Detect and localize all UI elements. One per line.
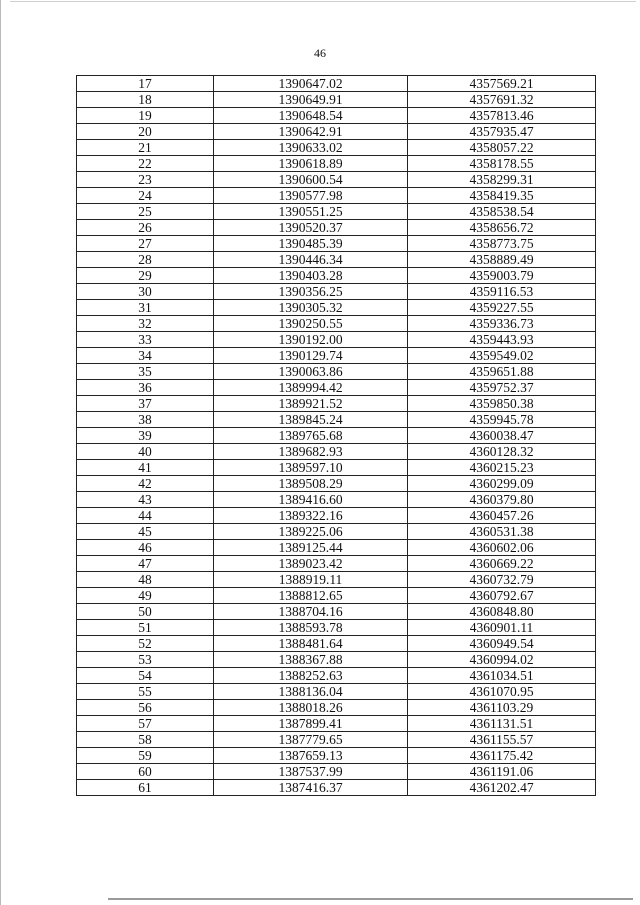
table-row: [77, 236, 596, 252]
table-row: [77, 764, 596, 780]
x-coordinate-cell: 1390063.86: [214, 364, 408, 380]
point-number-cell: 46: [77, 540, 214, 556]
point-number-cell: 60: [77, 764, 214, 780]
table-row: [77, 396, 596, 412]
x-coordinate-cell: 1388593.78: [214, 620, 408, 636]
x-coordinate-cell: 1387899.41: [214, 716, 408, 732]
table-row: [77, 332, 596, 348]
point-number-cell: 29: [77, 268, 214, 284]
point-number-cell: 35: [77, 364, 214, 380]
x-coordinate-cell: 1387659.13: [214, 748, 408, 764]
page-number: 46: [314, 46, 326, 60]
point-number-cell: 54: [77, 668, 214, 684]
point-number-cell: 21: [77, 140, 214, 156]
point-number-cell: 24: [77, 188, 214, 204]
y-coordinate-cell: 4359945.78: [408, 412, 596, 428]
table-row: [77, 620, 596, 636]
x-coordinate-cell: 1389508.29: [214, 476, 408, 492]
table-row: [77, 444, 596, 460]
y-coordinate-cell: 4360299.09: [408, 476, 596, 492]
table-row: [77, 572, 596, 588]
point-number-cell: 44: [77, 508, 214, 524]
x-coordinate-cell: 1387416.37: [214, 780, 408, 796]
point-number-cell: 19: [77, 108, 214, 124]
x-coordinate-cell: 1389023.42: [214, 556, 408, 572]
table-row: [77, 124, 596, 140]
x-coordinate-cell: 1390403.28: [214, 268, 408, 284]
table-row: [77, 732, 596, 748]
point-number-cell: 57: [77, 716, 214, 732]
table-row: [77, 700, 596, 716]
point-number-cell: 41: [77, 460, 214, 476]
table-row: [77, 108, 596, 124]
table-row: [77, 524, 596, 540]
y-coordinate-cell: 4360379.80: [408, 492, 596, 508]
point-number-cell: 37: [77, 396, 214, 412]
y-coordinate-cell: 4360848.80: [408, 604, 596, 620]
x-coordinate-cell: 1388812.65: [214, 588, 408, 604]
y-coordinate-cell: 4357935.47: [408, 124, 596, 140]
table-row: [77, 428, 596, 444]
point-number-cell: 52: [77, 636, 214, 652]
x-coordinate-cell: 1390642.91: [214, 124, 408, 140]
table-row: [77, 540, 596, 556]
table-row: [77, 252, 596, 268]
y-coordinate-cell: 4361175.42: [408, 748, 596, 764]
x-coordinate-cell: 1390633.02: [214, 140, 408, 156]
x-coordinate-cell: 1390129.74: [214, 348, 408, 364]
point-number-cell: 59: [77, 748, 214, 764]
x-coordinate-cell: 1390551.25: [214, 204, 408, 220]
point-number-cell: 18: [77, 92, 214, 108]
y-coordinate-cell: 4361103.29: [408, 700, 596, 716]
table-row: [77, 300, 596, 316]
y-coordinate-cell: 4361131.51: [408, 716, 596, 732]
point-number-cell: 48: [77, 572, 214, 588]
point-number-cell: 23: [77, 172, 214, 188]
table-row: [77, 412, 596, 428]
point-number-cell: 45: [77, 524, 214, 540]
table-row: [77, 780, 596, 796]
x-coordinate-cell: 1390192.00: [214, 332, 408, 348]
y-coordinate-cell: 4360994.02: [408, 652, 596, 668]
y-coordinate-cell: 4358178.55: [408, 156, 596, 172]
x-coordinate-cell: 1388704.16: [214, 604, 408, 620]
x-coordinate-cell: 1389921.52: [214, 396, 408, 412]
y-coordinate-cell: 4361202.47: [408, 780, 596, 796]
x-coordinate-cell: 1390520.37: [214, 220, 408, 236]
table-row: [77, 476, 596, 492]
table-row: [77, 92, 596, 108]
y-coordinate-cell: 4357569.21: [408, 76, 596, 92]
y-coordinate-cell: 4359336.73: [408, 316, 596, 332]
coordinates-table-body: [77, 76, 596, 796]
x-coordinate-cell: 1389597.10: [214, 460, 408, 476]
y-coordinate-cell: 4360792.67: [408, 588, 596, 604]
y-coordinate-cell: 4360949.54: [408, 636, 596, 652]
x-coordinate-cell: 1390250.55: [214, 316, 408, 332]
point-number-cell: 30: [77, 284, 214, 300]
y-coordinate-cell: 4361191.06: [408, 764, 596, 780]
x-coordinate-cell: 1390618.89: [214, 156, 408, 172]
x-coordinate-cell: 1387537.99: [214, 764, 408, 780]
y-coordinate-cell: 4359443.93: [408, 332, 596, 348]
point-number-cell: 43: [77, 492, 214, 508]
point-number-cell: 47: [77, 556, 214, 572]
table-row: [77, 140, 596, 156]
point-number-cell: 36: [77, 380, 214, 396]
x-coordinate-cell: 1390600.54: [214, 172, 408, 188]
x-coordinate-cell: 1387779.65: [214, 732, 408, 748]
table-row: [77, 604, 596, 620]
y-coordinate-cell: 4358889.49: [408, 252, 596, 268]
point-number-cell: 31: [77, 300, 214, 316]
point-number-cell: 49: [77, 588, 214, 604]
y-coordinate-cell: 4359850.38: [408, 396, 596, 412]
point-number-cell: 27: [77, 236, 214, 252]
point-number-cell: 58: [77, 732, 214, 748]
y-coordinate-cell: 4361070.95: [408, 684, 596, 700]
y-coordinate-cell: 4358299.31: [408, 172, 596, 188]
point-number-cell: 53: [77, 652, 214, 668]
table-row: [77, 172, 596, 188]
y-coordinate-cell: 4358538.54: [408, 204, 596, 220]
point-number-cell: 50: [77, 604, 214, 620]
point-number-cell: 17: [77, 76, 214, 92]
table-row: [77, 716, 596, 732]
y-coordinate-cell: 4359651.88: [408, 364, 596, 380]
table-row: [77, 348, 596, 364]
y-coordinate-cell: 4359752.37: [408, 380, 596, 396]
x-coordinate-cell: 1389845.24: [214, 412, 408, 428]
table-row: [77, 508, 596, 524]
x-coordinate-cell: 1388919.11: [214, 572, 408, 588]
point-number-cell: 20: [77, 124, 214, 140]
x-coordinate-cell: 1389125.44: [214, 540, 408, 556]
point-number-cell: 40: [77, 444, 214, 460]
y-coordinate-cell: 4359003.79: [408, 268, 596, 284]
y-coordinate-cell: 4358656.72: [408, 220, 596, 236]
x-coordinate-cell: 1389682.93: [214, 444, 408, 460]
point-number-cell: 42: [77, 476, 214, 492]
table-row: [77, 380, 596, 396]
point-number-cell: 38: [77, 412, 214, 428]
table-row: [77, 460, 596, 476]
y-coordinate-cell: 4361155.57: [408, 732, 596, 748]
point-number-cell: 22: [77, 156, 214, 172]
x-coordinate-cell: 1388136.04: [214, 684, 408, 700]
coordinates-table: [76, 75, 596, 796]
y-coordinate-cell: 4360602.06: [408, 540, 596, 556]
x-coordinate-cell: 1390356.25: [214, 284, 408, 300]
x-coordinate-cell: 1389765.68: [214, 428, 408, 444]
y-coordinate-cell: 4360732.79: [408, 572, 596, 588]
table-row: [77, 364, 596, 380]
y-coordinate-cell: 4360215.23: [408, 460, 596, 476]
table-row: [77, 668, 596, 684]
y-coordinate-cell: 4360901.11: [408, 620, 596, 636]
y-coordinate-cell: 4357813.46: [408, 108, 596, 124]
point-number-cell: 33: [77, 332, 214, 348]
y-coordinate-cell: 4359116.53: [408, 284, 596, 300]
table-row: [77, 652, 596, 668]
point-number-cell: 39: [77, 428, 214, 444]
point-number-cell: 32: [77, 316, 214, 332]
y-coordinate-cell: 4361034.51: [408, 668, 596, 684]
x-coordinate-cell: 1390446.34: [214, 252, 408, 268]
table-row: [77, 684, 596, 700]
table-row: [77, 588, 596, 604]
table-row: [77, 316, 596, 332]
y-coordinate-cell: 4359227.55: [408, 300, 596, 316]
table-row: [77, 220, 596, 236]
x-coordinate-cell: 1390577.98: [214, 188, 408, 204]
x-coordinate-cell: 1389322.16: [214, 508, 408, 524]
y-coordinate-cell: 4358419.35: [408, 188, 596, 204]
point-number-cell: 61: [77, 780, 214, 796]
table-row: [77, 492, 596, 508]
table-row: [77, 636, 596, 652]
y-coordinate-cell: 4360038.47: [408, 428, 596, 444]
x-coordinate-cell: 1390648.54: [214, 108, 408, 124]
point-number-cell: 55: [77, 684, 214, 700]
table-row: [77, 156, 596, 172]
y-coordinate-cell: 4357691.32: [408, 92, 596, 108]
table-row: [77, 748, 596, 764]
y-coordinate-cell: 4360669.22: [408, 556, 596, 572]
y-coordinate-cell: 4359549.02: [408, 348, 596, 364]
bottom-edge-line: [108, 898, 633, 900]
x-coordinate-cell: 1390305.32: [214, 300, 408, 316]
y-coordinate-cell: 4360128.32: [408, 444, 596, 460]
table-row: [77, 204, 596, 220]
x-coordinate-cell: 1390485.39: [214, 236, 408, 252]
point-number-cell: 28: [77, 252, 214, 268]
point-number-cell: 56: [77, 700, 214, 716]
table-row: [77, 284, 596, 300]
x-coordinate-cell: 1388018.26: [214, 700, 408, 716]
point-number-cell: 51: [77, 620, 214, 636]
y-coordinate-cell: 4358057.22: [408, 140, 596, 156]
x-coordinate-cell: 1390647.02: [214, 76, 408, 92]
point-number-cell: 26: [77, 220, 214, 236]
x-coordinate-cell: 1390649.91: [214, 92, 408, 108]
y-coordinate-cell: 4360457.26: [408, 508, 596, 524]
table-row: [77, 188, 596, 204]
x-coordinate-cell: 1388481.64: [214, 636, 408, 652]
table-row: [77, 556, 596, 572]
table-row: [77, 76, 596, 92]
point-number-cell: 25: [77, 204, 214, 220]
top-edge-line: [10, 1, 636, 2]
x-coordinate-cell: 1388252.63: [214, 668, 408, 684]
point-number-cell: 34: [77, 348, 214, 364]
x-coordinate-cell: 1389994.42: [214, 380, 408, 396]
x-coordinate-cell: 1389416.60: [214, 492, 408, 508]
x-coordinate-cell: 1389225.06: [214, 524, 408, 540]
x-coordinate-cell: 1388367.88: [214, 652, 408, 668]
y-coordinate-cell: 4358773.75: [408, 236, 596, 252]
y-coordinate-cell: 4360531.38: [408, 524, 596, 540]
table-row: [77, 268, 596, 284]
